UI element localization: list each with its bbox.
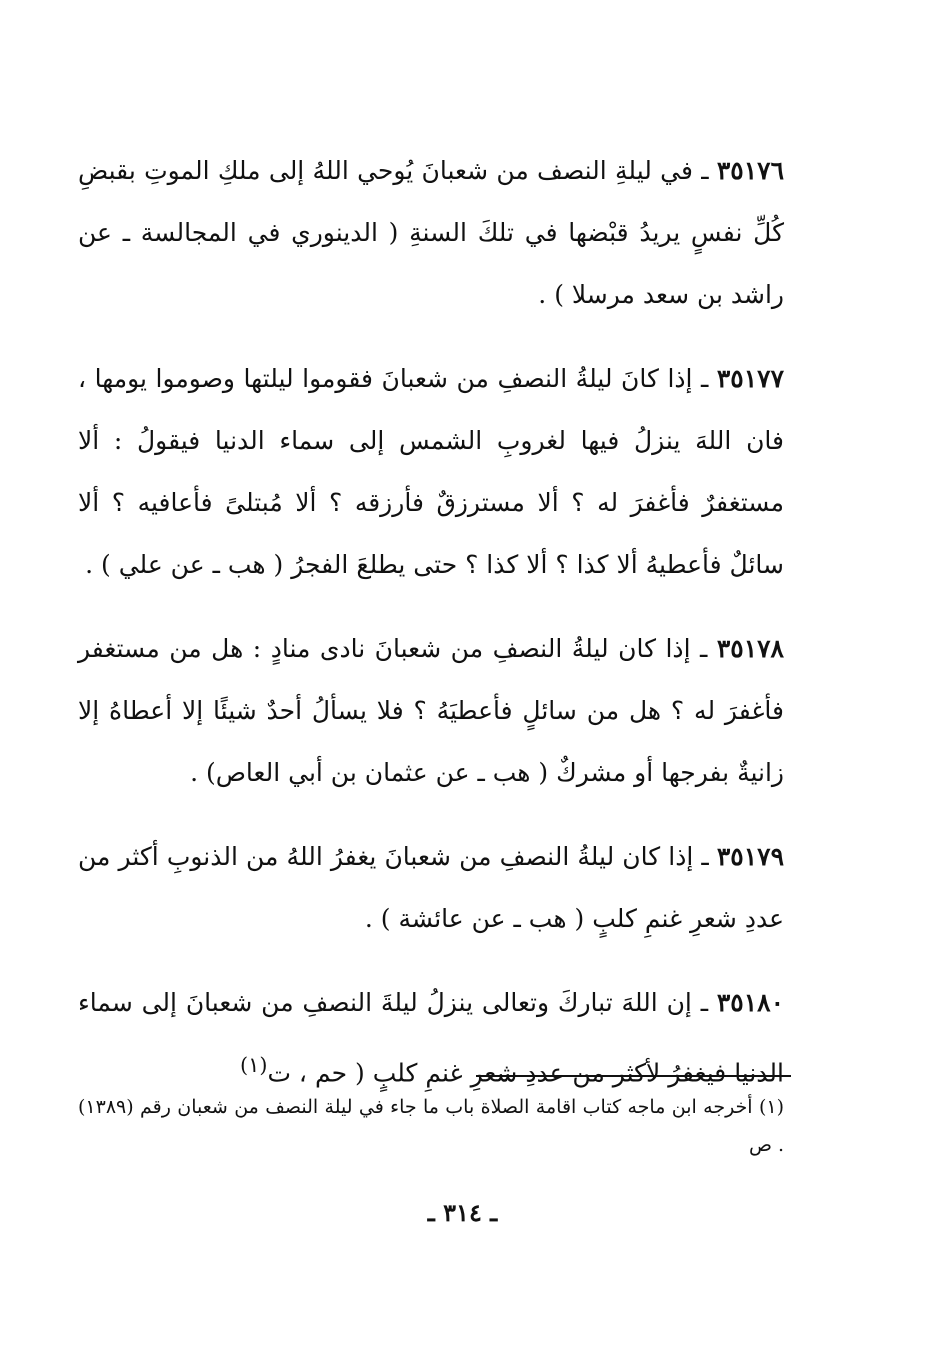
page-number: ـ ٣١٤ ـ: [427, 1198, 498, 1227]
footnote-marker: (١): [758, 1096, 784, 1118]
hadith-number: ٣٥١٧٨: [716, 634, 784, 663]
footnote-text: أخرجه ابن ماجه كتاب اقامة الصلاة باب ما جاء في ليلة النصف من شعبان رقم (١٣٨٩) . ص: [78, 1096, 784, 1156]
hadith-text: ـ إذا كان ليلةُ النصفِ من شعبانَ يغفرُ اللهُ من الذنوبِ أكثر من عددِ شعرِ غنمِ كلبٍ ( هب ـ عن عائشة ) .: [78, 842, 784, 933]
footnote: [78, 1088, 784, 1164]
footnote-reference: (١): [239, 1053, 268, 1077]
hadith-entry: [78, 140, 784, 326]
hadith-entry: [78, 348, 784, 596]
footnote-divider: [476, 1075, 791, 1077]
hadith-entry: [78, 826, 784, 950]
main-text: [78, 140, 784, 1104]
hadith-text: ـ إن اللهَ تباركَ وتعالى ينزلُ ليلةَ النصفِ من شعبانَ إلى سماء الدنيا فيغفرُ لأكثر من عددِ شعرِ غنمِ كلبٍ ( حم ، ت: [78, 988, 784, 1088]
hadith-number: ٣٥١٧٩: [716, 842, 784, 871]
hadith-text: ـ إذا كان ليلةُ النصفِ من شعبانَ نادى منادٍ : هل من مستغفر فأغفرَ له ؟ هل من سائلٍ فأعطيَهُ ؟ فلا يسألُ أحدٌ شيئًا إلا أعطاهُ إلا زانيةٌ بفرجها أو مشركٌ ( هب ـ عن عثمان بن أبي العاص) .: [78, 634, 784, 787]
hadith-text: ـ إذا كانَ ليلةُ النصفِ من شعبانَ فقوموا ليلتها وصوموا يومها ، فان اللهَ ينزلُ فيها لغروبِ الشمس إلى سماء الدنيا فيقولُ : ألا مستغفرٌ فأغفرَ له ؟ ألا مسترزقٌ فأرزقه ؟ ألا مُبتلىً فأعافيه ؟ ألا سائلٌ فأعطيهُ ألا كذا ؟ ألا كذا ؟ حتى يطلعَ الفجرُ ( هب ـ عن علي ) .: [78, 364, 784, 579]
hadith-number: ٣٥١٧٦: [716, 156, 784, 185]
hadith-entry: [78, 618, 784, 804]
hadith-number: ٣٥١٨٠: [716, 988, 784, 1017]
hadith-entry: [78, 972, 784, 1104]
hadith-number: ٣٥١٧٧: [716, 364, 784, 393]
hadith-text: ـ في ليلةِ النصف من شعبانَ يُوحي اللهُ إلى ملكِ الموتِ بقبضِ كُلِّ نفسٍ يريدُ قبْضها في تلكَ السنةِ ( الدينوري في المجالسة ـ عن راشد بن سعد مرسلا ) .: [78, 156, 784, 309]
